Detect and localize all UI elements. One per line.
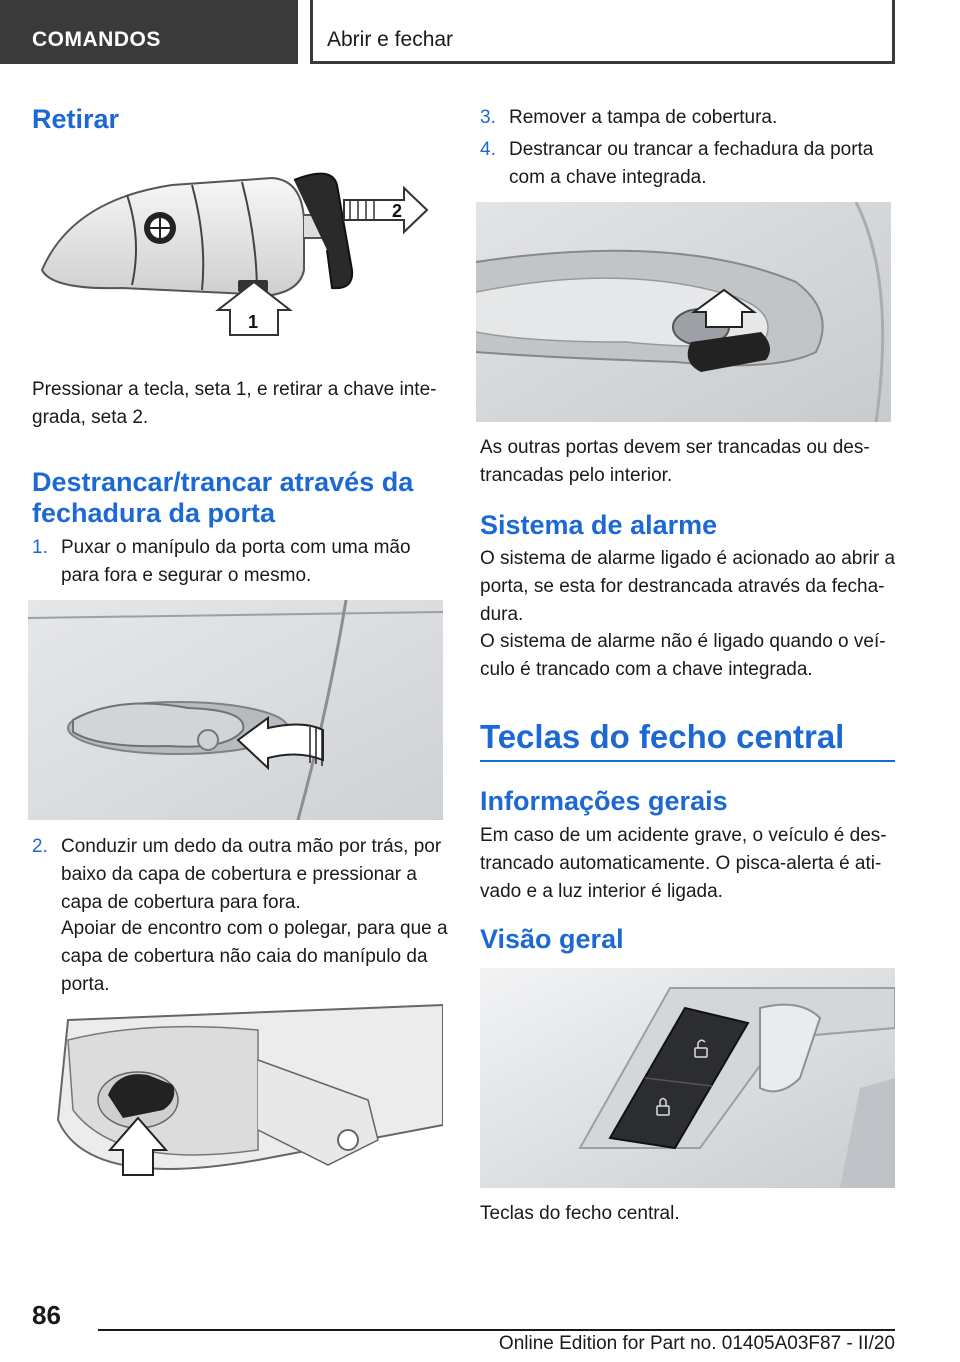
step-2-extra: Apoiar de encontro com o polegar, para que a capa de cobertura não caia do manípulo da porta.	[61, 918, 448, 995]
footer-divider	[98, 1329, 895, 1331]
destrancar-heading: Destrancar/trancar através da fechadura da porta	[32, 467, 414, 528]
step-2-number: 2.	[32, 836, 48, 857]
alarm-paragraph-2: O sistema de alarme não é ligado quando o veí- culo é trancado com a chave integrada.	[480, 631, 886, 680]
alarm-paragraph-1: O sistema de alarme ligado é acionado ao abrir a porta, se esta for destrancada através da fecha- dura.	[480, 548, 896, 625]
header-section-label: COMANDOS	[32, 28, 161, 51]
arrow-1-label: 1	[248, 312, 259, 332]
retirar-caption: Pressionar a tecla, seta 1, e retirar a chave inte- grada, seta 2.	[32, 379, 437, 428]
overview-heading: Visão geral	[480, 924, 624, 954]
chapter-divider	[480, 760, 895, 762]
other-doors-note: As outras portas devem ser trancadas ou des- trancadas pelo interior.	[480, 437, 870, 486]
figure-key-remove	[32, 160, 444, 360]
general-info-text: Em caso de um acidente grave, o veículo é des- trancado automaticamente. O pisca-alerta é ati- vado e a luz interior é ligada.	[480, 825, 887, 902]
central-lock-caption: Teclas do fecho central.	[480, 1203, 680, 1224]
step-4-number: 4.	[480, 139, 496, 160]
step-3-text: Remover a tampa de cobertura.	[509, 107, 778, 128]
header-chapter-label: Abrir e fechar	[327, 28, 454, 51]
step-3-number: 3.	[480, 107, 496, 128]
arrow-2-label: 2	[392, 201, 403, 221]
footer-edition: Online Edition for Part no. 01405A03F87 - II/20	[498, 1333, 895, 1354]
step-1-number: 1.	[32, 537, 48, 558]
lock-cylinder-illustration	[476, 202, 891, 422]
header-section-tab	[0, 0, 298, 64]
central-lock-buttons-illustration	[480, 968, 895, 1188]
step-2-text: Conduzir um dedo da outra mão por trás, por baixo da capa de cobertura e pressionar a capa de cobertura para fora.	[61, 836, 442, 913]
step-4-text: Destrancar ou trancar a fechadura da porta com a chave integrada.	[509, 139, 874, 188]
figure-cover-cap	[28, 1000, 443, 1180]
figure-lock-cylinder	[476, 202, 891, 422]
page-number: 86	[32, 1300, 61, 1330]
figure-door-handle-pull	[28, 600, 443, 820]
general-info-heading: Informações gerais	[480, 786, 728, 816]
header-chapter-tab	[310, 0, 895, 64]
figure-central-lock-buttons	[480, 968, 895, 1188]
key-illustration	[32, 160, 444, 360]
door-handle-illustration	[28, 600, 443, 820]
cover-cap-illustration	[28, 1000, 443, 1180]
step-1-text: Puxar o manípulo da porta com uma mão para fora e segurar o mesmo.	[61, 537, 411, 586]
retirar-heading: Retirar	[32, 104, 120, 134]
alarm-heading: Sistema de alarme	[480, 510, 718, 540]
central-locking-chapter-title: Teclas do fecho central	[480, 718, 845, 755]
